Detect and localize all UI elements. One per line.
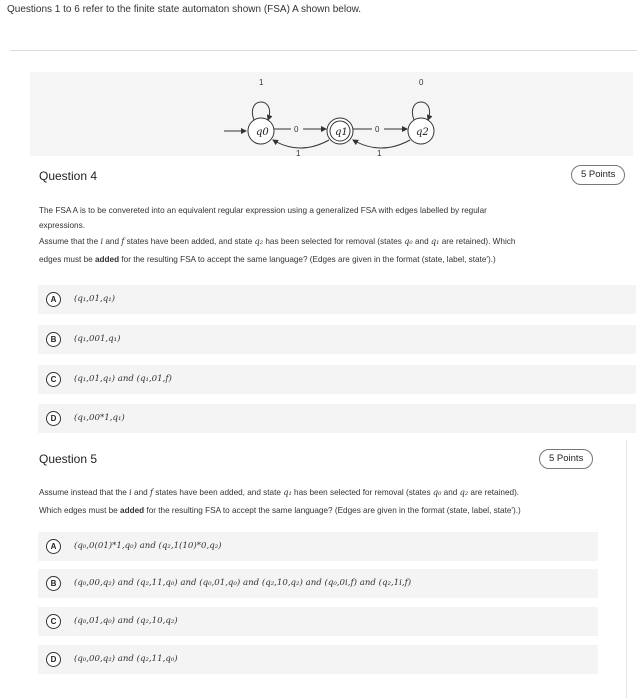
- header-text: Questions 1 to 6 refer to the finite state automaton shown (FSA) A shown below.: [7, 4, 362, 15]
- option-text: (q₀,00,q₂) and (q₂,11,q₀) and (q₀,01,q₀) and (q₂,10,q₂) and (q₀,0i,f) and (q₂,1i,f): [74, 578, 412, 588]
- option-text: (q₁,01,q₁) and (q₁,01,f): [74, 374, 172, 384]
- q5-text: states have been added, and state: [153, 488, 284, 497]
- q5-text: and: [441, 488, 460, 497]
- q4-added-emphasis: added: [94, 255, 120, 265]
- option-text: (q₁,01,q₁): [74, 294, 115, 304]
- option-text: (q₁,00*1,q₁): [74, 413, 125, 423]
- q4-kept-state-1: q₀: [404, 235, 413, 246]
- question-4-points-badge: 5 Points: [571, 165, 625, 185]
- loop-q2: [412, 102, 429, 120]
- q4-text: states have been added, and state: [124, 236, 255, 246]
- option-text: (q₀,0(01)*1,q₀) and (q₂,1(10)*0,q₂): [74, 541, 222, 551]
- q5-text: has been selected for removal (states: [291, 488, 433, 497]
- option-letter-a: A: [46, 292, 61, 307]
- question-4-option-b[interactable]: [38, 325, 636, 354]
- state-q1-label: q1: [335, 127, 348, 138]
- question-5-prompt: [39, 485, 624, 519]
- option-text: (q₁,001,q₁): [74, 334, 121, 344]
- question-4-title: Question 4: [39, 169, 98, 183]
- fsa-diagram: [0, 0, 643, 170]
- state-q2-label: q2: [416, 127, 429, 138]
- q4-text: edges must be: [39, 255, 95, 265]
- loop-q0-label: 1: [259, 78, 264, 87]
- question-4-prompt-line-4: [39, 253, 634, 268]
- question-4-prompt-line-3: [39, 234, 634, 250]
- q5-kept-state-2: q₂: [459, 487, 469, 497]
- option-letter-c: C: [46, 372, 61, 387]
- state-q0-label: q0: [256, 127, 269, 138]
- q4-text: for the resulting FSA to accept the same language? (Edges are given in the format (state, label, state').): [119, 255, 496, 265]
- edge-q1-q0: [273, 140, 329, 148]
- q4-f: f: [121, 235, 125, 246]
- q4-text: and: [103, 236, 122, 246]
- question-5-title: Question 5: [39, 452, 98, 466]
- edge-q0-q1-label: 0: [294, 125, 299, 134]
- option-letter-d: D: [46, 652, 61, 667]
- q5-text: Which edges must be: [39, 505, 121, 515]
- question-5-prompt-line-1: [39, 485, 624, 501]
- question-4-option-a[interactable]: [38, 285, 636, 314]
- q4-kept-state-2: q₁: [430, 235, 440, 246]
- q4-text: has been selected for removal (states: [263, 236, 405, 246]
- q5-text: are retained).: [468, 488, 520, 497]
- option-letter-d: D: [46, 411, 61, 426]
- question-5-prompt-line-2: [39, 504, 624, 519]
- option-letter-b: B: [46, 332, 61, 347]
- question-5-option-c[interactable]: [38, 607, 598, 636]
- loop-q2-label: 0: [419, 78, 424, 87]
- q4-removed-state: q₂: [254, 235, 264, 246]
- option-letter-c: C: [46, 614, 61, 629]
- edge-q2-q1: [353, 140, 410, 148]
- q5-added-emphasis: added: [120, 505, 145, 515]
- q5-f: f: [149, 487, 153, 497]
- q5-text: for the resulting FSA to accept the same language? (Edges are given in the format (state, label, state').): [144, 505, 521, 515]
- question-5-option-d[interactable]: [38, 645, 598, 674]
- question-5-points-badge: 5 Points: [539, 449, 593, 469]
- edge-q1-q2-label: 0: [375, 125, 380, 134]
- option-letter-b: B: [46, 576, 61, 591]
- q5-text: and: [131, 488, 150, 497]
- q4-text: Assume that the: [39, 236, 101, 246]
- question-5-option-b[interactable]: [38, 569, 598, 598]
- question-4-option-c[interactable]: [38, 365, 636, 394]
- edge-q2-q1-label: 1: [377, 149, 382, 158]
- loop-q0: [252, 102, 269, 120]
- q5-i: i: [129, 487, 132, 497]
- question-4-prompt-line-2: expressions.: [39, 220, 85, 230]
- question-4-prompt-line-1: The FSA A is to be convereted into an equivalent regular expression using a generalized FSA with edges labelled by regular: [39, 206, 487, 215]
- q5-text: Assume instead that the: [39, 488, 130, 497]
- question-4-option-d[interactable]: [38, 404, 636, 433]
- q5-removed-state: q₁: [283, 487, 292, 497]
- option-letter-a: A: [46, 539, 61, 554]
- q5-kept-state-1: q₀: [432, 487, 442, 497]
- edge-q1-q0-label: 1: [296, 149, 301, 158]
- q4-text: and: [412, 236, 431, 246]
- q4-text: are retained). Which: [439, 236, 516, 246]
- question-4-prompt: [39, 204, 634, 268]
- option-text: (q₀,00,q₂) and (q₂,11,q₀): [74, 654, 178, 664]
- option-text: (q₀,01,q₀) and (q₂,10,q₂): [74, 616, 178, 626]
- question-5-option-a[interactable]: [38, 532, 598, 561]
- q4-i: i: [100, 235, 104, 246]
- right-divider: [626, 440, 627, 698]
